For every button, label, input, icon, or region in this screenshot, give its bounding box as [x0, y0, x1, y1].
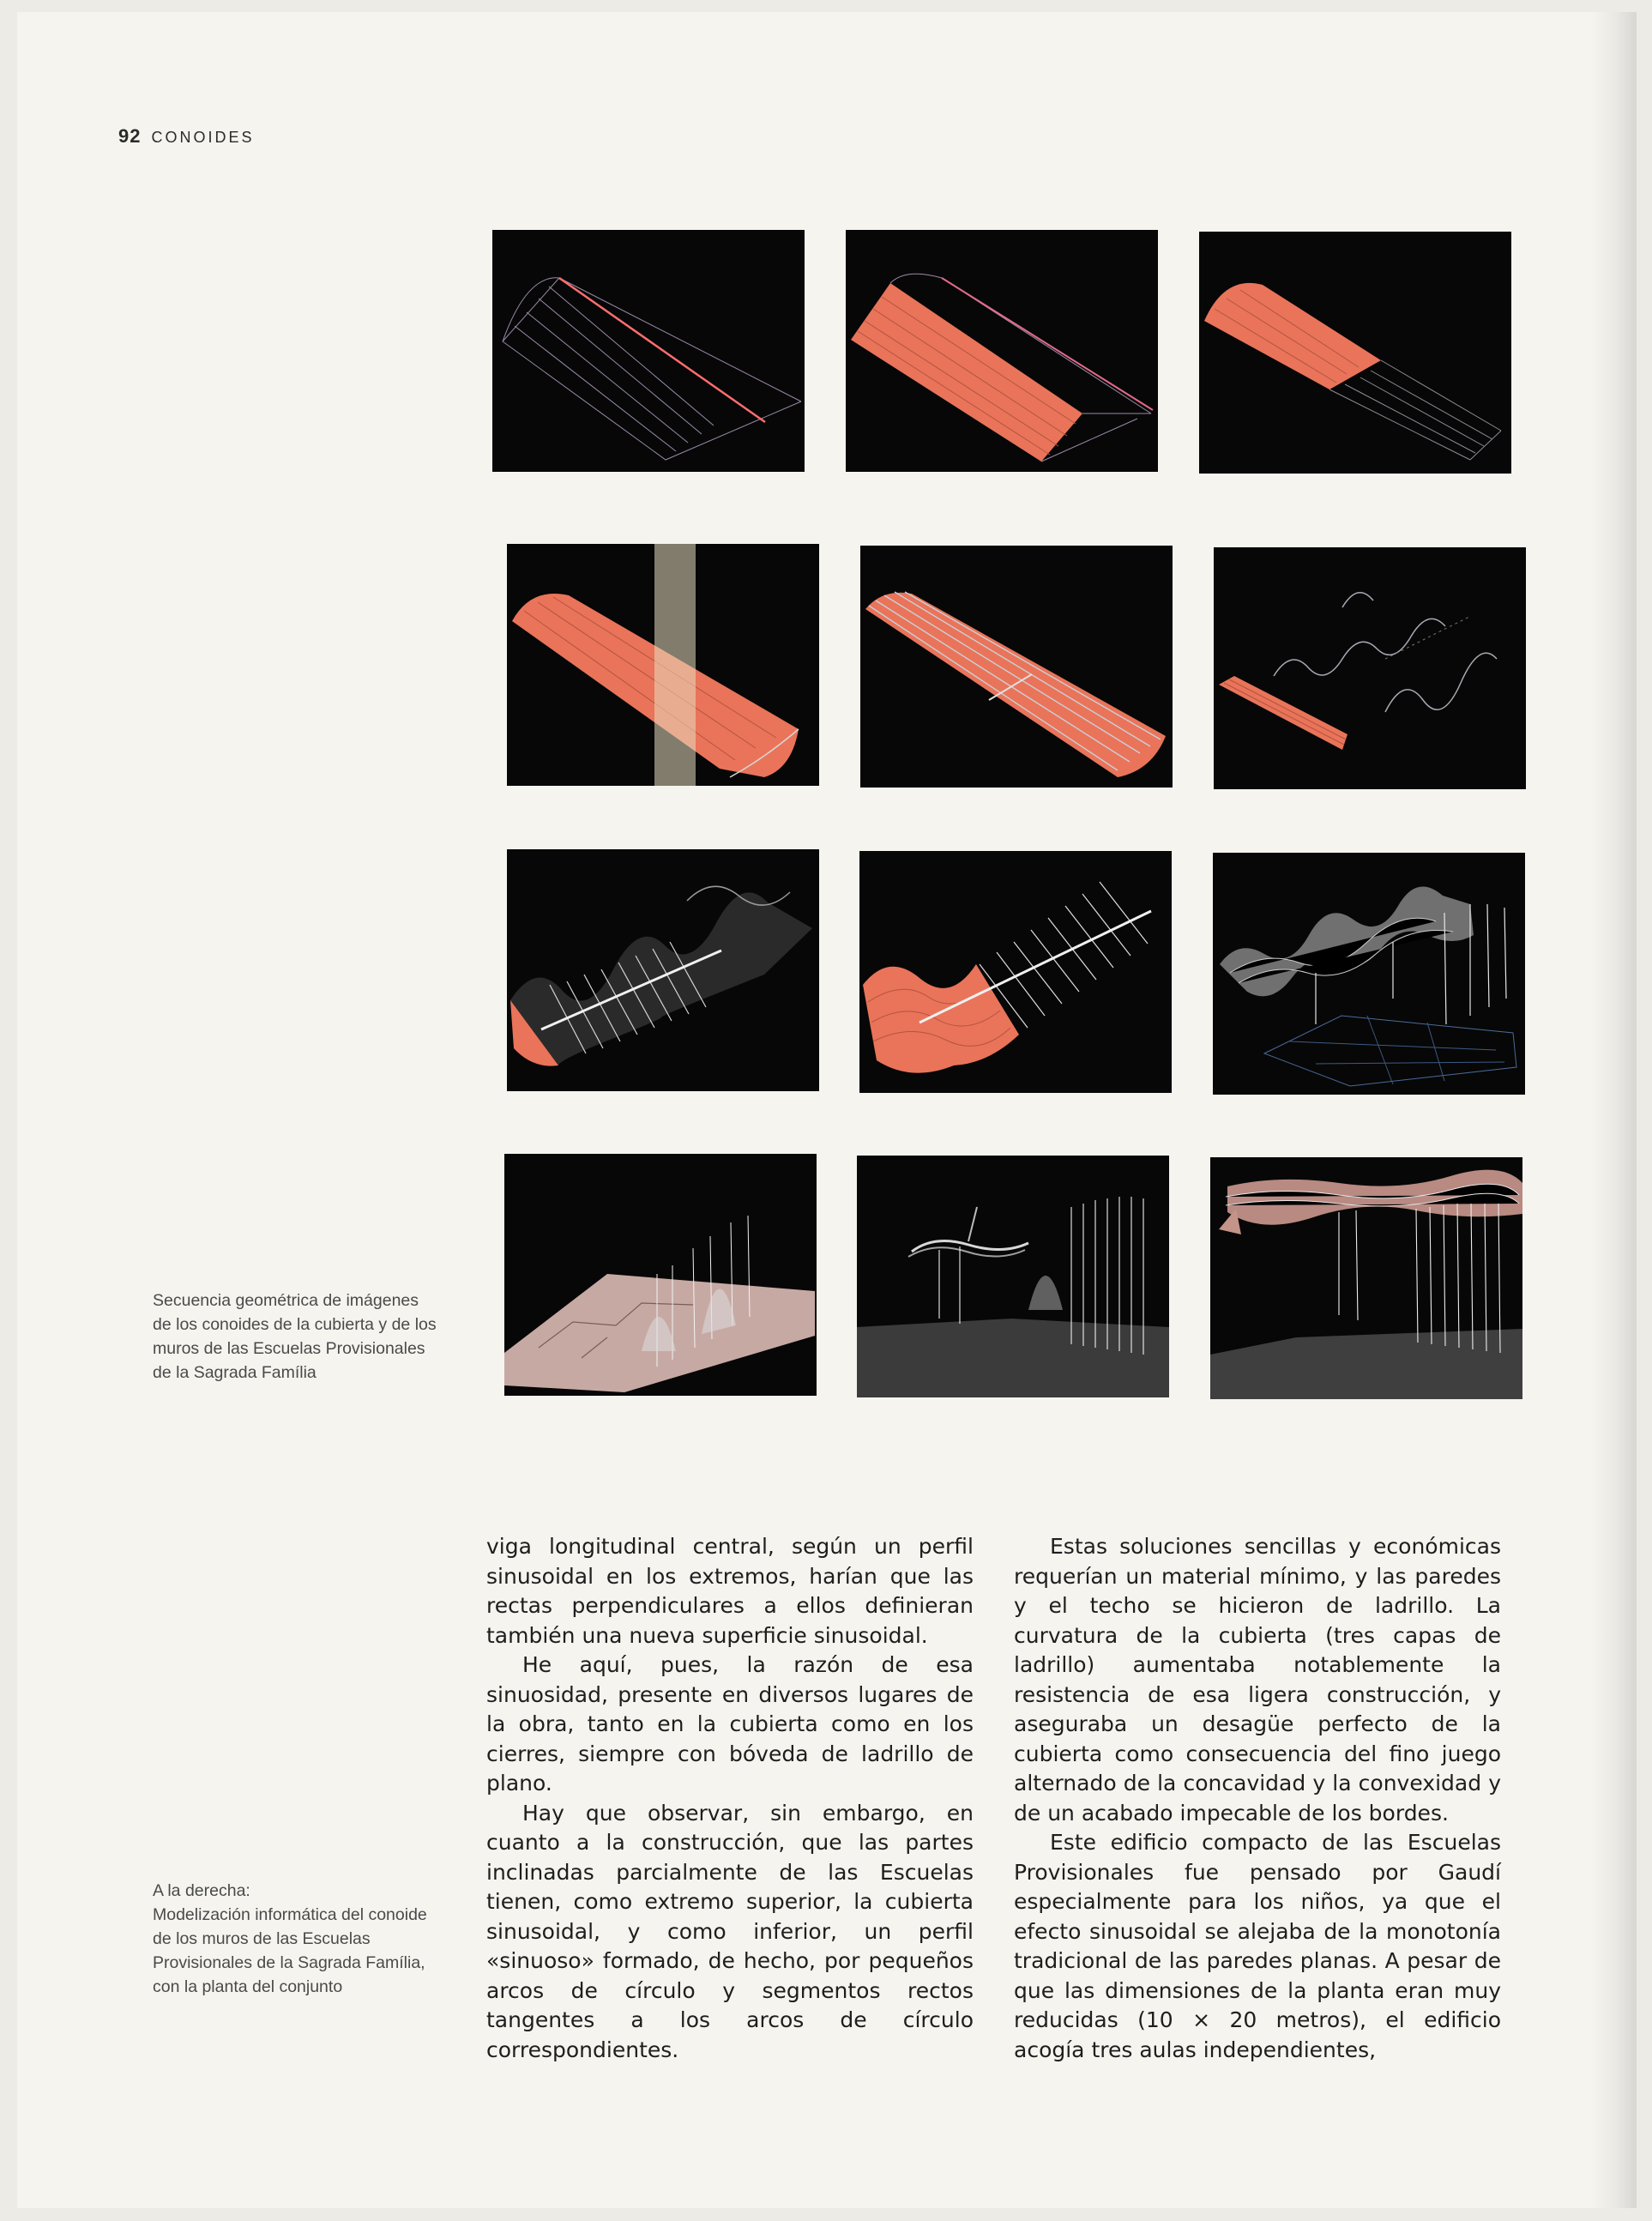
caption-line: de la Sagrada Família — [153, 1363, 317, 1382]
panel-9-roof-with-columns — [1213, 853, 1525, 1095]
panel-2-half-filled-surface — [846, 230, 1158, 472]
section-title: CONOIDES — [151, 129, 255, 146]
side-caption — [153, 1879, 461, 1999]
paragraph: viga longitudinal central, según un perfil sinusoidal en los extremos, harían que las rectas perpendiculares a ellos definieran también una nueva superficie sinusoidal. — [486, 1534, 974, 1648]
body-column-1 — [486, 1532, 974, 2065]
paragraph: He aquí, pues, la razón de esa sinuosidad, presente en diversos lugares de la obra, tanto en la cubierta como en los cierres, siempre con bóveda de ladrillo de plano. — [486, 1652, 974, 1796]
panel-8-wavy-surface-half-filled — [859, 851, 1172, 1093]
page-number: 92 — [118, 125, 142, 147]
body-column-2 — [1014, 1532, 1501, 2065]
panel-11-perspective-walls — [857, 1156, 1169, 1397]
figure-caption — [153, 1289, 461, 1385]
paragraph: Estas soluciones sencillas y económicas requerían un material mínimo, y las paredes y el techo se hicieron de ladrillo. La curvatura de la cubierta (tres capas de ladrillo) aumentaba notablemente la resistencia de esa ligera construcción, y aseguraba un desagüe perfecto de la cubierta como consecuencia del fino juego alternado de la concavidad y la convexidad y de un acabado impecable de los bordes. — [1014, 1534, 1501, 1826]
paragraph: Hay que observar, sin embargo, en cuanto a la construcción, que las partes inclinadas parcialmente de las Escuelas tienen, como extremo superior, la cubierta sinusoidal, y como inferior, un perfil «sinuoso» formado, de hecho, por pequeños arcos de círculo y segmentos rectos tangentes a los arcos de círculo correspondientes. — [486, 1800, 974, 2062]
panel-10-walls-on-plan — [504, 1154, 817, 1396]
side-caption-line: de los muros de las Escuelas — [153, 1929, 371, 1948]
panel-6-sinusoidal-profiles — [1214, 547, 1526, 789]
side-caption-line: con la planta del conjunto — [153, 1977, 343, 1996]
caption-line: de los conoides de la cubierta y de los — [153, 1315, 437, 1334]
side-caption-line: Modelización informática del conoide — [153, 1905, 427, 1924]
caption-line: Secuencia geométrica de imágenes — [153, 1291, 419, 1310]
binding-shadow — [1592, 12, 1637, 2208]
side-caption-line: A la derecha: — [153, 1881, 250, 1900]
panel-3-curved-roof-start — [1199, 232, 1511, 474]
panel-4-surface-with-plane — [507, 544, 819, 786]
panel-5-rulings-on-surface — [860, 546, 1173, 788]
panel-7-wavy-surface — [507, 849, 819, 1091]
book-page — [17, 12, 1637, 2208]
panel-1-wireframe-conoid — [492, 230, 805, 472]
caption-line: muros de las Escuelas Provisionales — [153, 1339, 425, 1358]
side-caption-line: Provisionales de la Sagrada Família, — [153, 1953, 425, 1972]
running-header — [118, 125, 255, 148]
panel-12-full-building — [1210, 1157, 1522, 1399]
paragraph: Este edificio compacto de las Escuelas Provisionales fue pensado por Gaudí especialmente para los niños, ya que el efecto sinusoidal se alejaba de la monotonía tradicional de las paredes planas. A pesar de que las dimensiones de la planta eran muy reducidas (10 × 20 metros), el edificio acogía tres aulas independientes, — [1014, 1830, 1501, 2062]
